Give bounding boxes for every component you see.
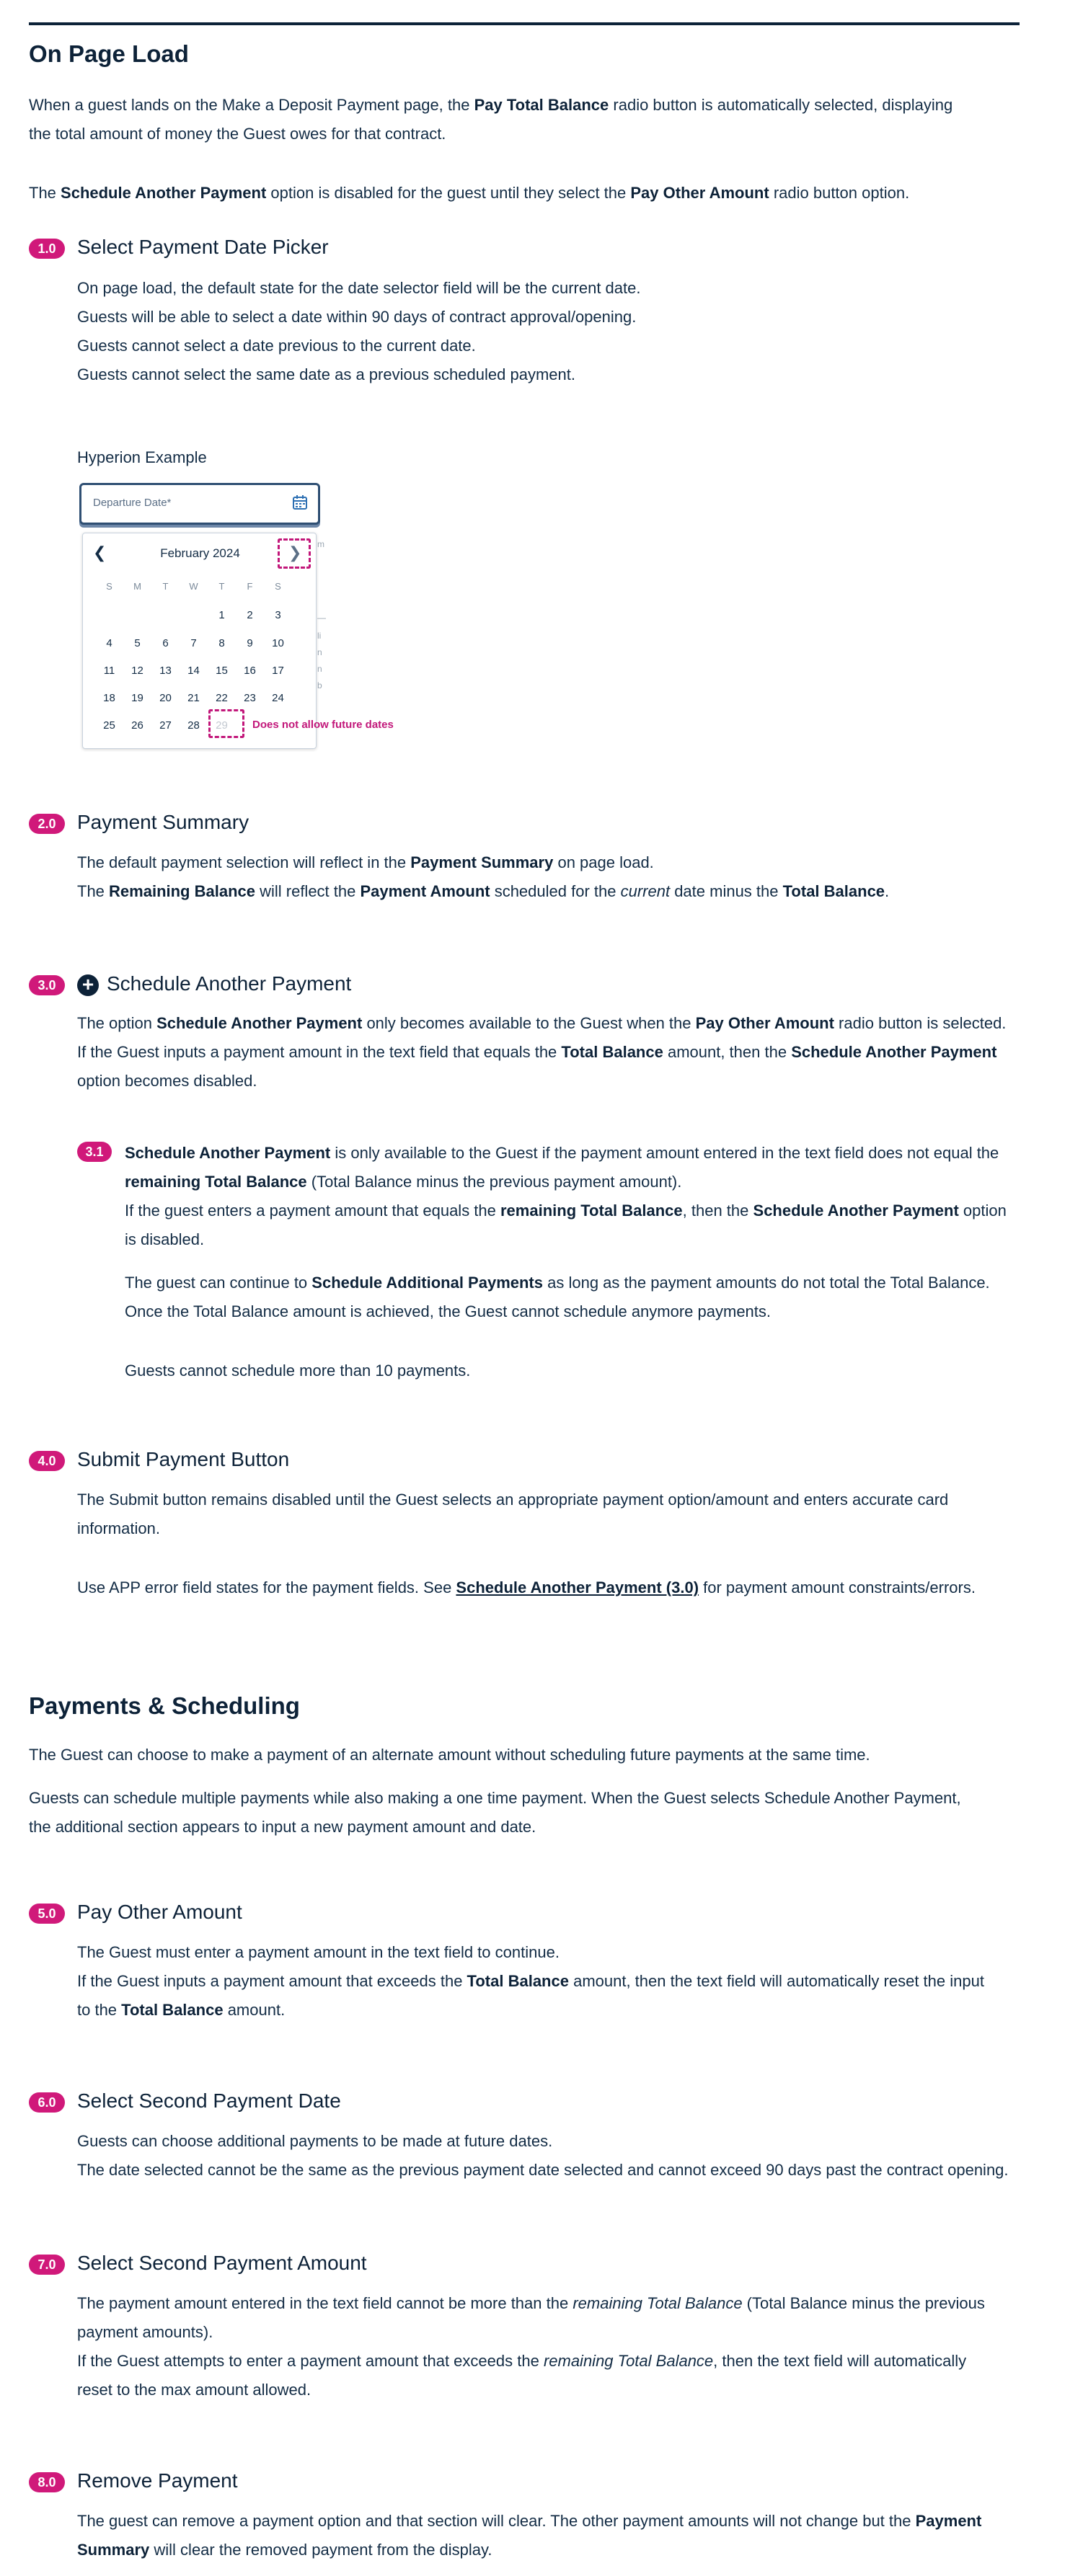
- section-4-0-error-note: Use APP error field states for the payment fields. See Schedule Another Payment (3.0) for payment amount constraints/errors.: [77, 1578, 976, 1596]
- section-1-0-body: On page load, the default state for the date selector field will be the current date. Guests will be able to select a date within 90 days of contract approval/opening. Guests cannot select a date previous to the current date. Guests cannot select the same date as a previous scheduled payment.: [77, 279, 641, 383]
- calendar-day[interactable]: 6: [162, 637, 169, 649]
- weekday-header: T: [162, 581, 169, 592]
- top-divider: [29, 22, 1020, 25]
- calendar-day[interactable]: 23: [244, 692, 256, 704]
- section-title-8-0: Remove Payment: [77, 2469, 238, 2492]
- weekday-header: W: [189, 581, 198, 592]
- calendar-day[interactable]: 28: [187, 719, 200, 732]
- calendar-day[interactable]: 7: [190, 637, 197, 649]
- section-7-0-body: The payment amount entered in the text field cannot be more than the remaining Total Balance (Total Balance minus the previous payment amounts). If the Guest attempts to enter a payment amount that exceeds the remaining Total Balance, then the text field will automatically reset to the max amount allowed.: [77, 2294, 985, 2399]
- section-badge-3-0: 3.0: [29, 975, 65, 995]
- weekday-header: M: [133, 581, 141, 592]
- obscured-text-fragment: —: [317, 613, 326, 623]
- section-badge-8-0: 8.0: [29, 2472, 65, 2492]
- payments-paragraph-2: Guests can schedule multiple payments while also making a one time payment. When the Guest selects Schedule Another Payment, the additional section appears to input a new payment amount and date.: [29, 1789, 961, 1836]
- calendar-day[interactable]: 12: [131, 665, 143, 677]
- calendar-day[interactable]: 22: [216, 692, 228, 704]
- weekday-header: S: [275, 581, 281, 592]
- section-title-6-0: Select Second Payment Date: [77, 2089, 341, 2112]
- calendar-day[interactable]: 20: [159, 692, 172, 704]
- calendar-day[interactable]: 13: [159, 665, 172, 677]
- section-title-4-0: Submit Payment Button: [77, 1448, 290, 1470]
- calendar-day[interactable]: 14: [187, 665, 200, 677]
- calendar-day[interactable]: 1: [218, 609, 225, 621]
- payments-paragraph-1: The Guest can choose to make a payment of an alternate amount without scheduling future payments at the same time.: [29, 1746, 870, 1764]
- section-4-0-body: The Submit button remains disabled until the Guest selects an appropriate payment option/amount and enters accurate card information.: [77, 1491, 949, 1537]
- calendar-day[interactable]: 2: [247, 609, 253, 621]
- section-3-0-body: The option Schedule Another Payment only becomes available to the Guest when the Pay Other Amount radio button is selected. If the Guest inputs a payment amount in the text field that equals the Total Balance amount, then the Schedule Another Payment option becomes disabled.: [77, 1014, 1007, 1090]
- plus-circle-icon: +: [77, 974, 99, 996]
- date-picker-calendar: [82, 533, 317, 749]
- calendar-day[interactable]: 17: [272, 665, 284, 677]
- previous-month-icon[interactable]: ❮: [93, 543, 107, 561]
- calendar-day[interactable]: 11: [103, 665, 115, 677]
- section-2-0-body: The default payment selection will reflect in the Payment Summary on page load. The Remaining Balance will reflect the Payment Amount scheduled for the current date minus the Total Balance.: [77, 853, 890, 900]
- section-3-1-limit-text: Guests cannot schedule more than 10 payments.: [125, 1362, 471, 1380]
- section-badge-2-0: 2.0: [29, 814, 65, 834]
- departure-date-input[interactable]: [79, 483, 320, 525]
- obscured-text-fragment: m: [317, 539, 324, 549]
- calendar-month-label: February 2024: [160, 546, 240, 560]
- calendar-day[interactable]: 19: [131, 692, 143, 704]
- calendar-day[interactable]: 15: [216, 665, 228, 677]
- next-month-icon[interactable]: ❯: [288, 543, 302, 561]
- section-badge-4-0: 4.0: [29, 1451, 65, 1471]
- departure-date-placeholder: Departure Date*: [93, 497, 172, 509]
- weekday-header: T: [218, 581, 225, 592]
- calendar-day[interactable]: 3: [275, 609, 281, 621]
- calendar-day[interactable]: 27: [159, 719, 172, 732]
- obscured-text-fragment: b: [317, 680, 322, 690]
- section-badge-1-0: 1.0: [29, 239, 65, 259]
- section-title-1-0: Select Payment Date Picker: [77, 236, 329, 258]
- calendar-day[interactable]: 9: [247, 637, 253, 649]
- section-title-5-0: Pay Other Amount: [77, 1901, 242, 1923]
- section-8-0-body: The guest can remove a payment option and that section will clear. The other payment amounts will not change but the Payment Summary will clear the removed payment from the display.: [77, 2512, 982, 2559]
- calendar-day[interactable]: 26: [131, 719, 143, 732]
- section-badge-5-0: 5.0: [29, 1904, 65, 1924]
- heading-payments-scheduling: Payments & Scheduling: [29, 1692, 300, 1719]
- section-3-1-continue-text: The guest can continue to Schedule Additional Payments as long as the payment amounts do not total the Total Balance. Once the Total Balance amount is achieved, the Guest cannot schedule anymore payments.: [125, 1274, 990, 1320]
- obscured-text-fragment: n: [317, 664, 322, 674]
- calendar-day[interactable]: 16: [244, 665, 256, 677]
- calendar-day[interactable]: 8: [218, 637, 225, 649]
- section-badge-3-1: 3.1: [77, 1142, 112, 1162]
- next-month-highlight: [278, 538, 311, 569]
- section-6-0-body: Guests can choose additional payments to be made at future dates. The date selected cannot be the same as the previous payment date selected and cannot exceed 90 days past the contract opening.: [77, 2132, 1009, 2179]
- disabled-date-highlight: [208, 709, 244, 738]
- section-badge-7-0: 7.0: [29, 2255, 65, 2275]
- section-title-7-0: Select Second Payment Amount: [77, 2252, 367, 2274]
- on-page-load-paragraph-1: When a guest lands on the Make a Deposit Payment page, the Pay Total Balance radio button is automatically selected, displaying the total amount of money the Guest owes for that contract.: [29, 96, 953, 143]
- obscured-text-fragment: li: [317, 631, 322, 641]
- calendar-day[interactable]: 4: [106, 637, 112, 649]
- calendar-day[interactable]: 10: [272, 637, 284, 649]
- section-title-2-0: Payment Summary: [77, 811, 249, 833]
- obscured-text-fragment: n: [317, 647, 322, 657]
- section-title-3-0: Schedule Another Payment: [107, 972, 352, 995]
- future-dates-note: Does not allow future dates: [252, 719, 394, 731]
- hyperion-example-label: Hyperion Example: [77, 448, 207, 466]
- section-3-1-body: Schedule Another Payment is only available to the Guest if the payment amount entered in the text field does not equal the remaining Total Balance (Total Balance minus the previous payment amount). If the guest enters a payment amount that equals the remaining Total Balance, then the Schedule Another Payment option is disabled.: [125, 1144, 1007, 1248]
- section-5-0-body: The Guest must enter a payment amount in the text field to continue. If the Guest inputs a payment amount that exceeds the Total Balance amount, then the text field will automatically reset the input to the Total Balance amount.: [77, 1943, 984, 2019]
- calendar-day-disabled: 29: [216, 719, 228, 732]
- weekday-header: S: [106, 581, 112, 592]
- calendar-day[interactable]: 21: [187, 692, 200, 704]
- schedule-another-payment-link[interactable]: Schedule Another Payment (3.0): [456, 1578, 699, 1596]
- calendar-day[interactable]: 24: [272, 692, 284, 704]
- weekday-header: F: [247, 581, 253, 592]
- calendar-icon[interactable]: [292, 494, 308, 510]
- heading-on-page-load: On Page Load: [29, 40, 189, 67]
- calendar-day[interactable]: 25: [103, 719, 115, 732]
- section-badge-6-0: 6.0: [29, 2092, 65, 2113]
- on-page-load-paragraph-2: The Schedule Another Payment option is disabled for the guest until they select the Pay Other Amount radio button option.: [29, 184, 910, 202]
- calendar-day[interactable]: 5: [134, 637, 141, 649]
- calendar-day[interactable]: 18: [103, 692, 115, 704]
